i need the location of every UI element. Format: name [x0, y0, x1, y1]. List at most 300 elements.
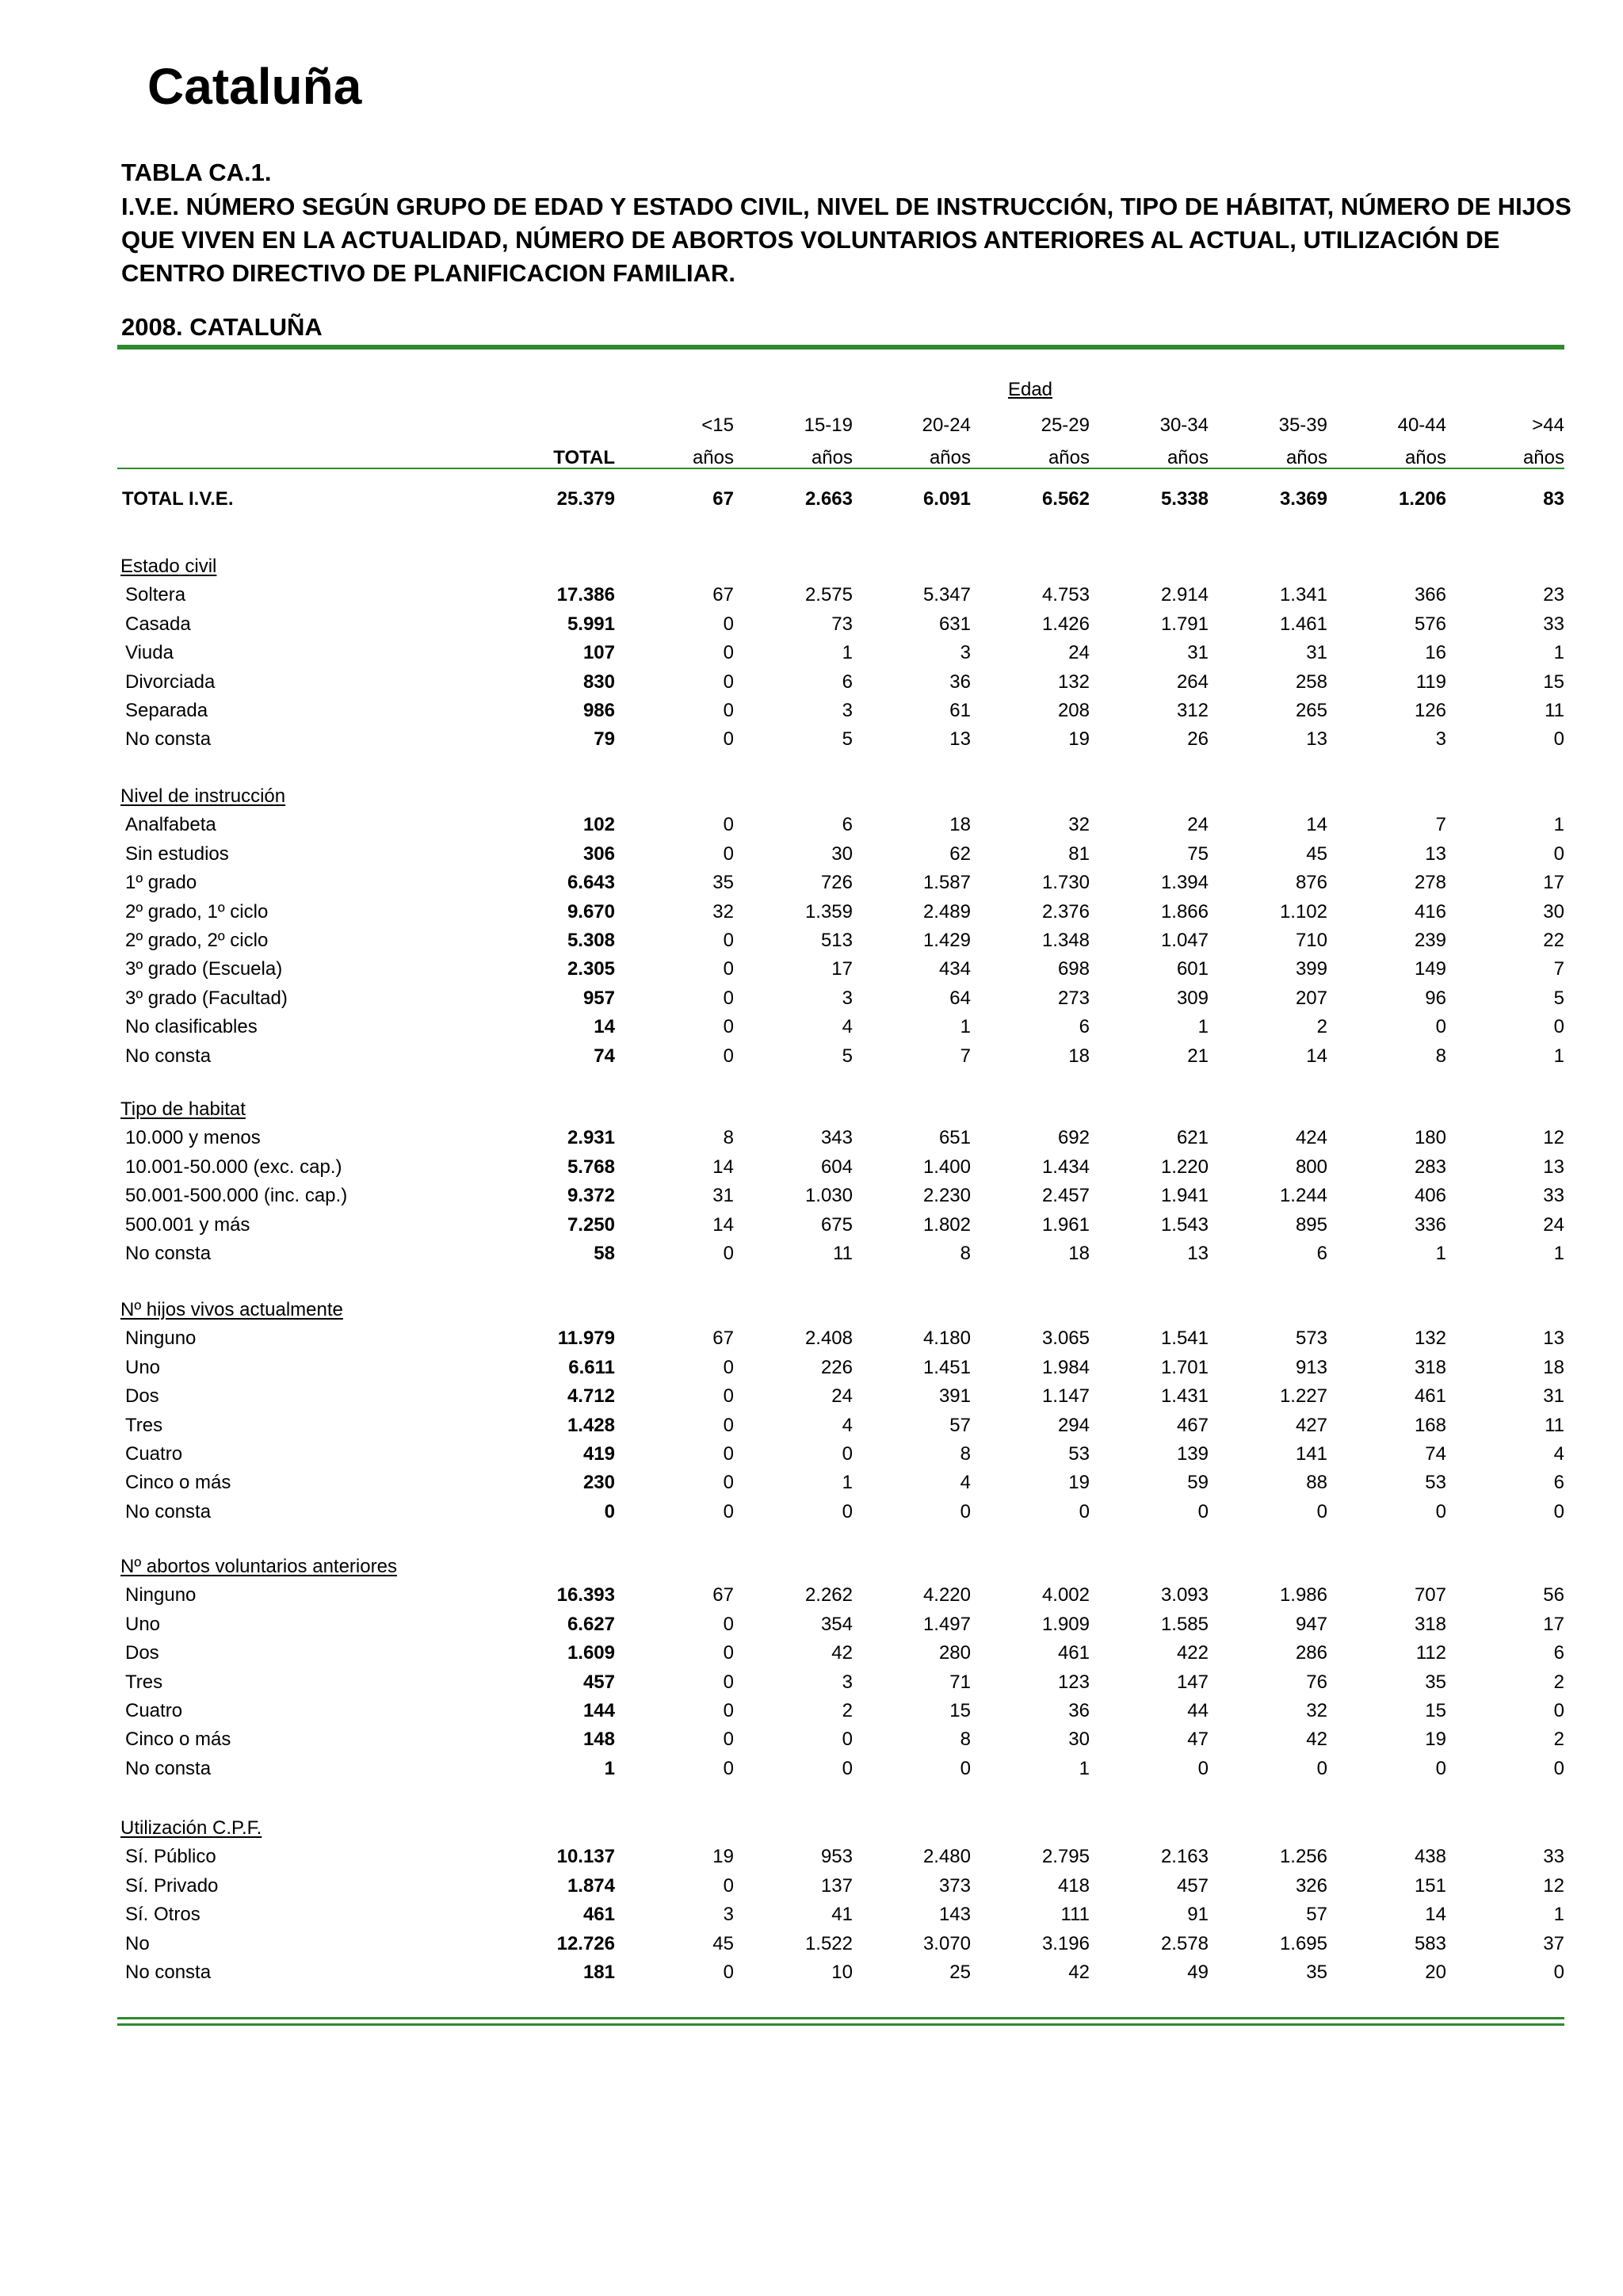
row-cell: 1.791	[1160, 613, 1209, 635]
row-cell: 416	[1414, 900, 1446, 923]
row-cell: 21	[1187, 1045, 1209, 1067]
row-cell: 15	[1425, 1700, 1446, 1721]
row-cell: 692	[1057, 1127, 1090, 1149]
row-cell: 4.220	[922, 1584, 971, 1606]
row-cell: 1.102	[1279, 900, 1327, 923]
row-cell: 3.093	[1160, 1584, 1209, 1606]
row-cell: 0	[723, 1443, 734, 1465]
row-cell: 22	[1543, 930, 1564, 951]
row-total-cell: 74	[594, 1045, 615, 1067]
column-header-unit: años	[1167, 447, 1209, 468]
row-cell: 1	[960, 1016, 971, 1038]
row-cell: 13	[949, 728, 971, 751]
row-cell: 0	[723, 700, 734, 721]
row-cell: 876	[1295, 872, 1327, 894]
row-cell: 30	[1543, 900, 1564, 923]
row-cell: 1.541	[1160, 1328, 1209, 1350]
row-cell: 18	[1068, 1045, 1090, 1067]
row-cell: 0	[842, 1729, 853, 1751]
row-cell: 59	[1187, 1472, 1209, 1494]
row-cell: 30	[1068, 1729, 1090, 1751]
row-cell: 23	[1543, 584, 1564, 606]
row-cell: 438	[1414, 1846, 1446, 1868]
row-cell: 1.400	[922, 1156, 971, 1178]
row-cell: 427	[1295, 1414, 1327, 1436]
row-total-cell: 12.726	[556, 1932, 615, 1954]
row-cell: 726	[820, 872, 853, 894]
row-cell: 1.341	[1279, 584, 1327, 606]
row-label: Cinco o más	[125, 1729, 231, 1751]
row-cell: 143	[938, 1904, 971, 1926]
row-label: Soltera	[125, 584, 186, 606]
row-total-cell: 6.611	[568, 1356, 615, 1378]
row-cell: 1.426	[1041, 613, 1090, 635]
row-cell: 17	[1543, 872, 1564, 894]
row-total-cell: 148	[582, 1729, 615, 1751]
row-cell: 1.730	[1041, 872, 1090, 894]
row-cell: 111	[1060, 1904, 1090, 1926]
row-cell: 96	[1425, 987, 1446, 1009]
row-cell: 11	[1545, 700, 1564, 721]
row-cell: 1	[842, 642, 853, 664]
row-cell: 0	[723, 842, 734, 865]
row-cell: 45	[1306, 842, 1327, 865]
row-cell: 91	[1187, 1904, 1209, 1926]
row-label: Cuatro	[125, 1443, 183, 1465]
row-cell: 0	[1553, 842, 1564, 865]
row-total-cell: 230	[582, 1472, 615, 1494]
row-cell: 67	[712, 1584, 734, 1606]
row-cell: 336	[1414, 1213, 1446, 1236]
row-cell: 17	[831, 958, 853, 980]
row-cell: 318	[1414, 1356, 1446, 1378]
row-cell: 461	[1414, 1385, 1446, 1408]
row-cell: 2.230	[922, 1185, 971, 1207]
row-cell: 675	[820, 1213, 853, 1236]
row-cell: 406	[1414, 1185, 1446, 1207]
row-cell: 273	[1057, 987, 1090, 1009]
row-cell: 3	[842, 700, 853, 721]
row-cell: 25	[949, 1962, 971, 1983]
row-cell: 0	[1553, 728, 1564, 751]
row-total-cell: 102	[582, 814, 615, 836]
row-cell: 13	[1425, 842, 1446, 865]
row-cell: 37	[1543, 1932, 1564, 1954]
row-cell: 1.461	[1279, 613, 1327, 635]
row-cell: 0	[723, 1642, 734, 1664]
total-row-cell: 5.338	[1160, 488, 1209, 510]
row-cell: 3	[723, 1904, 734, 1926]
row-cell: 24	[1187, 814, 1209, 836]
row-total-cell: 2.931	[567, 1127, 615, 1149]
row-cell: 30	[831, 842, 853, 865]
row-cell: 33	[1543, 1185, 1564, 1207]
row-cell: 62	[949, 842, 971, 865]
row-cell: 1.909	[1041, 1613, 1090, 1635]
row-total-cell: 1.874	[567, 1874, 615, 1897]
row-total-cell: 10.137	[556, 1846, 615, 1868]
row-cell: 1	[1435, 1243, 1446, 1264]
row-cell: 1.348	[1041, 930, 1090, 951]
row-cell: 294	[1057, 1414, 1090, 1436]
row-cell: 15	[1543, 670, 1564, 693]
row-cell: 126	[1414, 700, 1446, 721]
row-label: 10.000 y menos	[125, 1127, 261, 1149]
row-label: No consta	[125, 1757, 212, 1779]
row-label: No consta	[125, 1243, 212, 1264]
row-cell: 1.701	[1160, 1356, 1209, 1378]
row-cell: 0	[723, 728, 734, 751]
row-cell: 0	[723, 814, 734, 836]
row-cell: 26	[1187, 728, 1209, 751]
row-cell: 31	[1306, 642, 1327, 664]
row-cell: 0	[723, 1500, 734, 1522]
row-cell: 0	[723, 642, 734, 664]
row-cell: 286	[1295, 1642, 1327, 1664]
row-cell: 151	[1414, 1874, 1446, 1897]
row-cell: 651	[938, 1127, 971, 1149]
row-cell: 0	[723, 1757, 734, 1779]
row-cell: 434	[938, 958, 971, 980]
row-cell: 0	[1197, 1757, 1209, 1779]
row-cell: 278	[1414, 872, 1446, 894]
row-cell: 0	[723, 1385, 734, 1408]
row-cell: 573	[1295, 1328, 1327, 1350]
row-cell: 391	[938, 1385, 971, 1408]
row-cell: 1.047	[1160, 930, 1209, 951]
row-cell: 0	[723, 1472, 734, 1494]
row-cell: 7	[960, 1045, 971, 1067]
row-label: Sí. Privado	[125, 1874, 219, 1897]
row-cell: 3.065	[1041, 1328, 1090, 1350]
row-cell: 119	[1415, 670, 1446, 693]
row-cell: 0	[723, 1729, 734, 1751]
row-total-cell: 11.979	[557, 1328, 615, 1350]
row-total-cell: 17.386	[556, 584, 615, 606]
row-cell: 13	[1306, 728, 1327, 751]
row-cell: 6	[1553, 1642, 1564, 1664]
row-total-cell: 181	[582, 1962, 615, 1983]
row-cell: 373	[938, 1874, 971, 1897]
row-cell: 0	[723, 1356, 734, 1378]
row-label: Tres	[125, 1414, 163, 1436]
row-cell: 13	[1543, 1328, 1564, 1350]
row-label: Sí. Otros	[125, 1904, 200, 1926]
row-cell: 2.408	[804, 1328, 853, 1350]
row-cell: 621	[1176, 1127, 1209, 1149]
row-cell: 71	[949, 1671, 971, 1693]
row-cell: 631	[938, 613, 971, 635]
column-header-unit: años	[811, 447, 853, 468]
total-row-cell: 6.091	[922, 488, 971, 510]
row-cell: 4.002	[1041, 1584, 1090, 1606]
row-cell: 8	[960, 1243, 971, 1264]
row-label: 3º grado (Escuela)	[125, 958, 283, 980]
row-total-cell: 0	[604, 1500, 615, 1522]
row-cell: 1.522	[804, 1932, 853, 1954]
table-id: TABLA CA.1.	[121, 159, 272, 186]
row-cell: 44	[1187, 1700, 1209, 1721]
row-total-cell: 5.308	[567, 930, 615, 951]
row-cell: 467	[1176, 1414, 1209, 1436]
row-total-cell: 5.768	[567, 1156, 615, 1178]
row-cell: 1	[1079, 1757, 1090, 1779]
column-header-unit: años	[1522, 447, 1564, 468]
row-total-cell: 6.643	[567, 872, 615, 894]
row-cell: 4	[1553, 1443, 1564, 1465]
row-cell: 2.262	[804, 1584, 853, 1606]
row-cell: 207	[1295, 987, 1327, 1009]
row-cell: 5	[842, 1045, 853, 1067]
row-label: Uno	[125, 1356, 161, 1378]
row-cell: 1	[1553, 1243, 1564, 1264]
row-cell: 239	[1414, 930, 1446, 951]
row-cell: 1.030	[804, 1185, 853, 1207]
row-cell: 32	[1306, 1700, 1327, 1721]
row-cell: 513	[820, 930, 853, 951]
column-header-range: >44	[1532, 415, 1564, 436]
row-cell: 35	[712, 872, 734, 894]
row-cell: 132	[1057, 670, 1090, 693]
row-total-cell: 461	[582, 1904, 615, 1926]
row-cell: 14	[1306, 814, 1327, 836]
row-cell: 2.914	[1160, 584, 1209, 606]
row-cell: 88	[1306, 1472, 1327, 1494]
row-cell: 0	[723, 987, 734, 1009]
row-label: 2º grado, 1º ciclo	[125, 900, 269, 923]
row-cell: 0	[960, 1500, 971, 1522]
row-cell: 318	[1414, 1613, 1446, 1635]
row-total-cell: 144	[582, 1700, 615, 1721]
row-cell: 24	[831, 1385, 853, 1408]
row-cell: 57	[949, 1414, 971, 1436]
row-cell: 265	[1295, 700, 1327, 721]
row-cell: 422	[1176, 1642, 1209, 1664]
row-cell: 1.256	[1279, 1846, 1327, 1868]
row-cell: 0	[1553, 1757, 1564, 1779]
row-cell: 8	[960, 1443, 971, 1465]
row-cell: 20	[1425, 1962, 1446, 1983]
row-cell: 4	[842, 1016, 853, 1038]
row-total-cell: 58	[594, 1243, 615, 1264]
row-cell: 3.070	[922, 1932, 971, 1954]
row-cell: 0	[723, 1962, 734, 1983]
row-total-cell: 107	[582, 642, 615, 664]
row-cell: 14	[712, 1213, 734, 1236]
section-heading: Utilización C.P.F.	[120, 1817, 262, 1839]
row-cell: 53	[1425, 1472, 1446, 1494]
row-total-cell: 9.670	[567, 900, 615, 923]
column-header-range: 30-34	[1159, 415, 1209, 436]
row-cell: 67	[712, 1328, 734, 1350]
row-cell: 601	[1176, 958, 1209, 980]
row-total-cell: 2.305	[567, 958, 615, 980]
row-cell: 14	[1306, 1045, 1327, 1067]
row-cell: 8	[960, 1729, 971, 1751]
row-cell: 19	[1425, 1729, 1446, 1751]
row-cell: 3	[842, 1671, 853, 1693]
section-heading: Estado civil	[120, 556, 217, 577]
row-cell: 1.585	[1160, 1613, 1209, 1635]
row-cell: 3.196	[1041, 1932, 1090, 1954]
row-cell: 0	[960, 1757, 971, 1779]
row-cell: 6	[842, 814, 853, 836]
age-group-label: Edad	[1007, 379, 1053, 400]
row-cell: 461	[1057, 1642, 1090, 1664]
row-label: Divorciada	[125, 670, 216, 693]
row-cell: 12	[1543, 1874, 1564, 1897]
row-cell: 31	[1187, 642, 1209, 664]
row-total-cell: 457	[582, 1671, 615, 1693]
row-total-cell: 14	[594, 1016, 615, 1038]
row-label: Analfabeta	[125, 814, 216, 836]
column-header-unit: años	[1404, 447, 1446, 468]
column-header-unit: años	[1048, 447, 1090, 468]
row-cell: 1	[1553, 642, 1564, 664]
section-heading: Nivel de instrucción	[120, 785, 286, 807]
row-label: 2º grado, 2º ciclo	[125, 930, 269, 951]
row-cell: 139	[1176, 1443, 1209, 1465]
row-cell: 457	[1176, 1874, 1209, 1897]
row-cell: 42	[1068, 1962, 1090, 1983]
row-cell: 2.795	[1041, 1846, 1090, 1868]
total-row-cell: 67	[712, 488, 734, 510]
row-cell: 1	[1553, 814, 1564, 836]
row-cell: 0	[723, 670, 734, 693]
row-label: 50.001-500.000 (inc. cap.)	[125, 1185, 348, 1207]
row-cell: 710	[1295, 930, 1327, 951]
row-cell: 67	[712, 584, 734, 606]
row-cell: 56	[1543, 1584, 1564, 1606]
row-cell: 326	[1295, 1874, 1327, 1897]
row-label: No consta	[125, 1045, 212, 1067]
row-cell: 1	[1553, 1045, 1564, 1067]
row-cell: 15	[949, 1700, 971, 1721]
row-cell: 1.941	[1160, 1185, 1209, 1207]
row-cell: 2.578	[1160, 1932, 1209, 1954]
row-cell: 18	[1068, 1243, 1090, 1264]
row-cell: 0	[1553, 1016, 1564, 1038]
row-label: Sin estudios	[125, 842, 229, 865]
row-cell: 49	[1187, 1962, 1209, 1983]
row-cell: 0	[1316, 1500, 1327, 1522]
row-cell: 1.429	[922, 930, 971, 951]
row-cell: 208	[1057, 700, 1090, 721]
row-cell: 8	[723, 1127, 734, 1149]
row-cell: 1.147	[1041, 1385, 1090, 1408]
row-cell: 2.489	[922, 900, 971, 923]
row-cell: 36	[949, 670, 971, 693]
row-label: Dos	[125, 1385, 159, 1408]
row-cell: 312	[1176, 700, 1209, 721]
row-cell: 76	[1306, 1671, 1327, 1693]
row-cell: 0	[723, 958, 734, 980]
row-cell: 0	[1079, 1500, 1090, 1522]
row-cell: 4.753	[1041, 584, 1090, 606]
column-header-unit: años	[1285, 447, 1327, 468]
row-cell: 264	[1176, 670, 1209, 693]
row-cell: 3	[1435, 728, 1446, 751]
year-heading: 2008. CATALUÑA	[121, 313, 323, 341]
row-total-cell: 306	[582, 842, 615, 865]
row-cell: 42	[831, 1642, 853, 1664]
row-cell: 32	[712, 900, 734, 923]
row-label: No consta	[125, 1500, 212, 1522]
table-title: I.V.E. NÚMERO SEGÚN GRUPO DE EDAD Y ESTADO CIVIL, NIVEL DE INSTRUCCIÓN, TIPO DE HÁBITAT, NÚMERO DE HIJOS QUE VIVEN EN LA ACTUALIDAD, NÚMERO DE ABORTOS VOLUNTARIOS ANTERIORES AL ACTUAL, UTILIZACIÓN DE CENTRO DIRECTIVO DE PLANIFICACION FAMILIAR.	[121, 193, 1571, 287]
top-divider	[117, 345, 1564, 350]
row-label: 1º grado	[125, 872, 197, 894]
row-cell: 343	[820, 1127, 853, 1149]
row-cell: 180	[1414, 1127, 1446, 1149]
row-cell: 33	[1543, 1846, 1564, 1868]
row-cell: 0	[723, 1414, 734, 1436]
row-cell: 47	[1187, 1729, 1209, 1751]
row-cell: 1.359	[804, 900, 853, 923]
row-cell: 73	[831, 613, 853, 635]
row-cell: 283	[1414, 1156, 1446, 1178]
total-row-cell: 1.206	[1398, 488, 1446, 510]
row-cell: 41	[831, 1904, 853, 1926]
row-cell: 2.163	[1160, 1846, 1209, 1868]
row-cell: 913	[1295, 1356, 1327, 1378]
row-cell: 137	[820, 1874, 853, 1897]
column-header-range: 20-24	[922, 415, 971, 436]
row-cell: 0	[1316, 1757, 1327, 1779]
row-cell: 31	[712, 1185, 734, 1207]
row-cell: 6	[1553, 1472, 1564, 1494]
section-heading: Tipo de habitat	[120, 1098, 246, 1120]
row-cell: 64	[949, 987, 971, 1009]
row-cell: 1.984	[1041, 1356, 1090, 1378]
row-total-cell: 1.609	[567, 1642, 615, 1664]
row-cell: 0	[1197, 1500, 1209, 1522]
total-row-cell: 83	[1543, 488, 1564, 510]
row-cell: 3	[842, 987, 853, 1009]
row-total-cell: 419	[582, 1443, 615, 1465]
row-cell: 1.543	[1160, 1213, 1209, 1236]
row-cell: 149	[1414, 958, 1446, 980]
row-label: Casada	[125, 613, 191, 635]
row-label: Uno	[125, 1613, 161, 1635]
row-cell: 0	[842, 1443, 853, 1465]
row-cell: 2.575	[804, 584, 853, 606]
row-cell: 74	[1425, 1443, 1446, 1465]
row-cell: 19	[1068, 1472, 1090, 1494]
row-cell: 0	[1553, 1700, 1564, 1721]
row-cell: 0	[842, 1757, 853, 1779]
row-cell: 947	[1295, 1613, 1327, 1635]
row-cell: 31	[1543, 1385, 1564, 1408]
row-cell: 53	[1068, 1443, 1090, 1465]
column-header-unit: años	[929, 447, 971, 468]
row-total-cell: 79	[594, 728, 615, 751]
row-cell: 11	[1545, 1414, 1564, 1436]
row-cell: 707	[1414, 1584, 1446, 1606]
row-total-cell: 4.712	[567, 1385, 615, 1408]
row-cell: 953	[820, 1846, 853, 1868]
row-cell: 226	[820, 1356, 853, 1378]
row-cell: 4	[842, 1414, 853, 1436]
row-cell: 4.180	[922, 1328, 971, 1350]
row-label: Ninguno	[125, 1328, 197, 1350]
row-cell: 2.376	[1041, 900, 1090, 923]
row-cell: 399	[1295, 958, 1327, 980]
bottom-divider-secondary	[117, 2023, 1564, 2026]
row-cell: 12	[1543, 1127, 1564, 1149]
row-cell: 45	[712, 1932, 734, 1954]
row-cell: 895	[1295, 1213, 1327, 1236]
row-cell: 24	[1543, 1213, 1564, 1236]
